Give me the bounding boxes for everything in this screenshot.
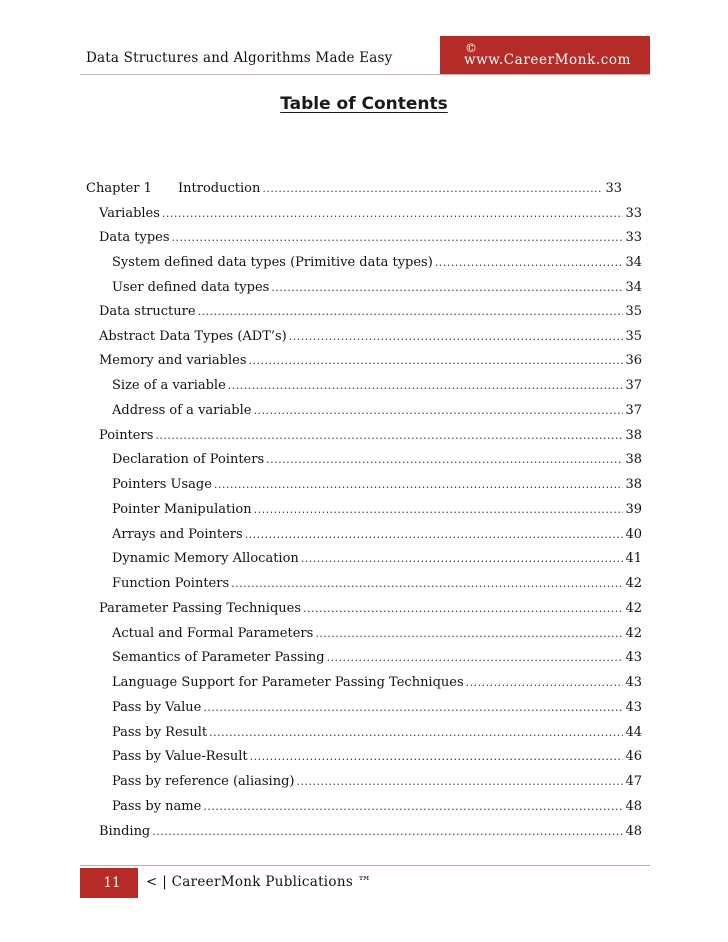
entry-label: Function Pointers xyxy=(112,576,230,591)
entry-label: Pointers xyxy=(99,428,154,443)
dot-leader xyxy=(266,453,623,466)
page-number: 35 xyxy=(625,329,642,344)
page-number: 41 xyxy=(625,551,642,566)
entry-label: Memory and variables xyxy=(99,353,247,368)
toc-entry[interactable] xyxy=(99,428,642,448)
toc-subentry[interactable] xyxy=(112,403,642,423)
page-number: 35 xyxy=(625,304,642,319)
entry-label: Dynamic Memory Allocation xyxy=(112,551,299,566)
entry-label: Pass by reference (aliasing) xyxy=(112,774,295,789)
dot-leader xyxy=(231,577,623,590)
entry-label: Semantics of Parameter Passing xyxy=(112,650,325,665)
page-number: 36 xyxy=(625,353,642,368)
entry-label: Binding xyxy=(99,824,151,839)
page-number: 42 xyxy=(625,626,642,641)
dot-leader xyxy=(301,552,624,565)
dot-leader xyxy=(262,182,603,195)
entry-label: Variables xyxy=(99,206,160,221)
page-number: 43 xyxy=(625,650,642,665)
dot-leader xyxy=(245,528,624,541)
publisher-label: < | CareerMonk Publications ™ xyxy=(146,874,372,890)
dot-leader xyxy=(209,726,623,739)
toc-subentry[interactable] xyxy=(112,477,642,497)
toc-heading: Table of Contents xyxy=(280,94,448,114)
footer-divider xyxy=(80,865,650,866)
page-number: 38 xyxy=(625,452,642,467)
toc-subentry[interactable] xyxy=(112,527,642,547)
dot-leader xyxy=(327,651,624,664)
page-number: 48 xyxy=(625,799,642,814)
page-number: 44 xyxy=(625,725,642,740)
dot-leader xyxy=(254,503,624,516)
toc-entry[interactable] xyxy=(99,353,642,373)
entry-label: Data structure xyxy=(99,304,196,319)
entry-label: Actual and Formal Parameters xyxy=(112,626,314,641)
dot-leader xyxy=(214,478,624,491)
entry-label: Pass by Result xyxy=(112,725,208,740)
dot-leader xyxy=(203,701,623,714)
entry-label: Data types xyxy=(99,230,170,245)
toc-subentry[interactable] xyxy=(112,502,642,522)
toc-subentry[interactable] xyxy=(112,774,642,794)
page-number: 47 xyxy=(625,774,642,789)
toc-chapter-row[interactable] xyxy=(86,181,622,201)
entry-label: Language Support for Parameter Passing Techniques xyxy=(112,675,464,690)
toc-subentry[interactable] xyxy=(112,452,642,472)
toc-entry[interactable] xyxy=(99,206,642,226)
page-number: 37 xyxy=(625,403,642,418)
dot-leader xyxy=(250,750,624,763)
footer-page-box xyxy=(80,868,138,898)
entry-label: User defined data types xyxy=(112,280,270,295)
page-number: 43 xyxy=(625,700,642,715)
toc-subentry[interactable] xyxy=(112,626,642,646)
page-number: 39 xyxy=(625,502,642,517)
toc-subentry[interactable] xyxy=(112,749,642,769)
dot-leader xyxy=(253,404,623,417)
dot-leader xyxy=(152,825,623,838)
toc-subentry[interactable] xyxy=(112,280,642,300)
page-number: 33 xyxy=(625,230,642,245)
toc-subentry[interactable] xyxy=(112,378,642,398)
dot-leader xyxy=(172,231,624,244)
toc-subentry[interactable] xyxy=(112,725,642,745)
dot-leader xyxy=(315,627,623,640)
page-number: 48 xyxy=(625,824,642,839)
dot-leader xyxy=(303,602,623,615)
entry-label: Address of a variable xyxy=(112,403,252,418)
copyright-symbol: © xyxy=(465,41,477,55)
page-number: 42 xyxy=(625,601,642,616)
entry-label: Size of a variable xyxy=(112,378,226,393)
dot-leader xyxy=(198,305,624,318)
dot-leader xyxy=(249,354,624,367)
entry-label: Pointer Manipulation xyxy=(112,502,252,517)
chapter-number: Chapter 1 xyxy=(86,181,152,196)
page-number: 43 xyxy=(625,675,642,690)
page-number: 37 xyxy=(625,378,642,393)
dot-leader xyxy=(296,775,623,788)
chapter-title: Introduction xyxy=(178,181,261,196)
dot-leader xyxy=(289,330,624,343)
toc-subentry[interactable] xyxy=(112,675,642,695)
toc-subentry[interactable] xyxy=(112,799,642,819)
dot-leader xyxy=(435,256,624,269)
dot-leader xyxy=(228,379,624,392)
toc-subentry[interactable] xyxy=(112,700,642,720)
page-number: 34 xyxy=(625,255,642,270)
toc-entry[interactable] xyxy=(99,824,642,844)
toc-entry[interactable] xyxy=(99,329,642,349)
entry-label: Arrays and Pointers xyxy=(112,527,243,542)
dot-leader xyxy=(466,676,624,689)
page-number: 40 xyxy=(625,527,642,542)
header-divider xyxy=(80,74,650,75)
entry-label: Pass by name xyxy=(112,799,202,814)
dot-leader xyxy=(155,429,623,442)
dot-leader xyxy=(203,800,623,813)
entry-label: Parameter Passing Techniques xyxy=(99,601,302,616)
toc-entry[interactable] xyxy=(99,601,642,621)
entry-label: Pass by Value xyxy=(112,700,202,715)
entry-label: System defined data types (Primitive data types) xyxy=(112,255,433,270)
footer-page-number: 11 xyxy=(103,875,121,891)
toc-subentry[interactable] xyxy=(112,650,642,670)
website-url: www.CareerMonk.com xyxy=(464,52,632,68)
page-number: 38 xyxy=(625,477,642,492)
toc-subentry[interactable] xyxy=(112,551,642,571)
toc-subentry[interactable] xyxy=(112,255,642,275)
toc-entry[interactable] xyxy=(99,304,642,324)
entry-label: Declaration of Pointers xyxy=(112,452,265,467)
entry-label: Pass by Value-Result xyxy=(112,749,248,764)
page-number: 46 xyxy=(625,749,642,764)
page-number: 33 xyxy=(625,206,642,221)
toc-subentry[interactable] xyxy=(112,576,642,596)
page-number: 38 xyxy=(625,428,642,443)
toc-entry[interactable] xyxy=(99,230,642,250)
entry-label: Pointers Usage xyxy=(112,477,212,492)
dot-leader xyxy=(162,207,624,220)
entry-label: Abstract Data Types (ADT’s) xyxy=(99,329,287,344)
page-number: 34 xyxy=(625,280,642,295)
page-number: 42 xyxy=(625,576,642,591)
book-title: Data Structures and Algorithms Made Easy xyxy=(86,50,393,66)
dot-leader xyxy=(271,281,623,294)
page-number: 33 xyxy=(605,181,622,196)
